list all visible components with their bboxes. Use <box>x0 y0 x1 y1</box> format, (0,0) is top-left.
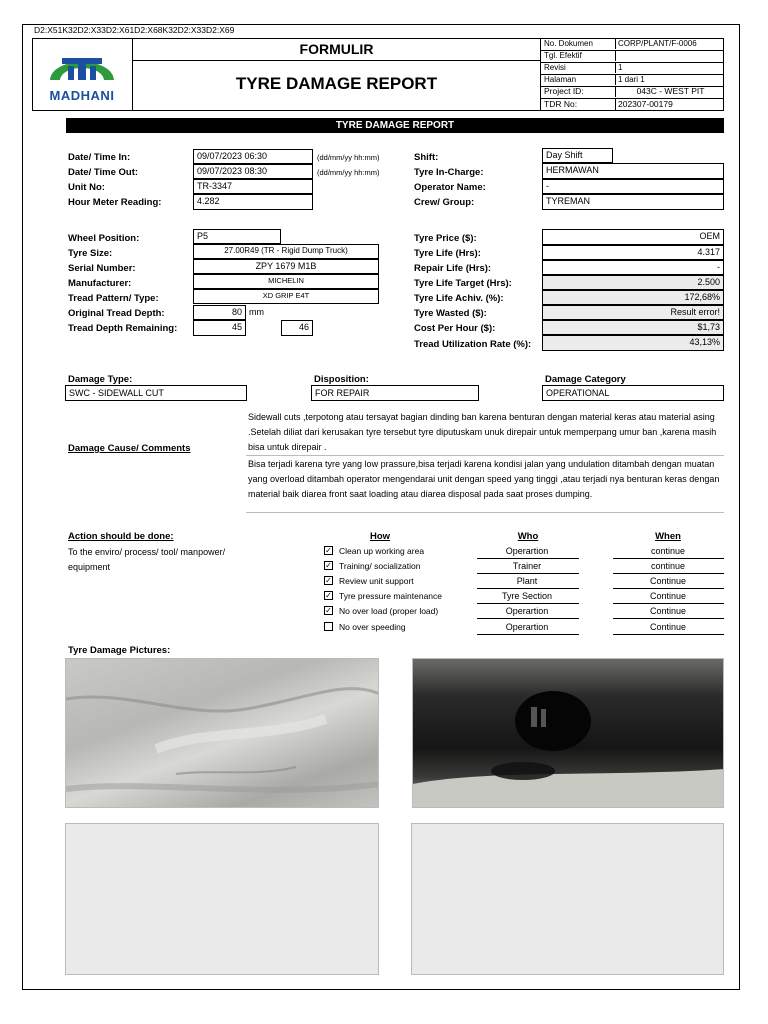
tyre-size-label: Tyre Size: <box>68 248 113 259</box>
operator-field[interactable]: - <box>542 179 724 194</box>
tread-remaining-field-1[interactable]: 45 <box>193 320 246 336</box>
original-tread-unit: mm <box>249 307 264 317</box>
repair-life-label: Repair Life (Hrs): <box>414 263 492 274</box>
unit-label: Unit No: <box>68 182 105 193</box>
meta-value: 1 <box>615 62 727 73</box>
tyre-life-label: Tyre Life (Hrs): <box>414 248 481 259</box>
unit-field[interactable]: TR-3347 <box>193 179 313 194</box>
action-how: No over speeding <box>339 622 406 632</box>
tyre-life-field[interactable]: 4.317 <box>542 245 724 260</box>
action-when: Continue <box>649 622 687 632</box>
meta-value <box>615 50 727 61</box>
action-when: continue <box>650 546 686 556</box>
damage-category-field[interactable]: OPERATIONAL <box>542 385 724 401</box>
repair-life-field[interactable]: - <box>542 260 724 275</box>
date-in-format: (dd/mm/yy hh:mm) <box>317 153 380 162</box>
tyre-price-field[interactable]: OEM <box>542 229 724 245</box>
tyre-sidewall-photo-icon <box>66 659 379 808</box>
wheel-position-label: Wheel Position: <box>68 233 140 244</box>
tread-remaining-field-2[interactable]: 46 <box>281 320 313 336</box>
life-target-label: Tyre Life Target (Hrs): <box>414 278 512 289</box>
section-banner: TYRE DAMAGE REPORT <box>66 118 724 133</box>
shift-field[interactable]: Day Shift <box>542 148 613 163</box>
crew-field[interactable]: TYREMAN <box>542 194 724 210</box>
action-who: Tyre Section <box>501 591 553 601</box>
action-when: Continue <box>649 576 687 586</box>
action-row <box>322 574 724 589</box>
tyre-wasted-label: Tyre Wasted ($): <box>414 308 487 319</box>
doc-meta-table <box>541 38 724 111</box>
damage-category-label: Damage Category <box>545 374 626 385</box>
action-checkbox[interactable] <box>324 622 333 631</box>
photo-placeholder-3[interactable] <box>65 823 379 975</box>
meta-row <box>541 98 724 111</box>
document-reference: D2:X51K32D2:X33D2:X61D2:X68K32D2:X33D2:X69 <box>34 25 235 35</box>
shift-label: Shift: <box>414 152 439 163</box>
tyre-cut-photo-icon <box>413 659 724 808</box>
life-achiv-label: Tyre Life Achiv. (%): <box>414 293 504 304</box>
tyre-size-field[interactable]: 27.00R49 (TR - Rigid Dump Truck) <box>193 244 379 259</box>
madhani-logo-icon <box>42 46 122 90</box>
meta-label: Halaman <box>544 75 577 84</box>
cost-per-hour-field: $1,73 <box>542 320 724 335</box>
how-header: How <box>369 531 391 542</box>
tyre-wasted-field: Result error! <box>542 305 724 320</box>
meta-value: 1 dari 1 <box>615 74 727 85</box>
action-row <box>322 559 724 574</box>
logo-text: MADHANI <box>49 88 115 103</box>
action-row <box>322 604 724 619</box>
action-who: Operartion <box>505 622 549 632</box>
meta-value: 202307-00179 <box>615 98 727 111</box>
action-who: Operartion <box>505 606 549 616</box>
page-title: TYRE DAMAGE REPORT <box>235 74 438 93</box>
action-checkbox[interactable]: ✓ <box>325 606 332 615</box>
form-label: FORMULIR <box>133 39 540 61</box>
action-checkbox[interactable]: ✓ <box>325 591 332 600</box>
tyre-price-label: Tyre Price ($): <box>414 233 477 244</box>
original-tread-field[interactable]: 80 <box>193 305 246 320</box>
action-how: Review unit support <box>339 576 414 586</box>
crew-label: Crew/ Group: <box>414 197 475 208</box>
tread-pattern-label: Tread Pattern/ Type: <box>68 293 159 304</box>
life-achiv-field: 172,68% <box>542 290 724 305</box>
cost-per-hour-label: Cost Per Hour ($): <box>414 323 496 334</box>
serial-number-label: Serial Number: <box>68 263 136 274</box>
action-subtitle: To the enviro/ process/ tool/ manpower/ equipment <box>68 547 226 572</box>
damage-cause-label: Damage Cause/ Comments <box>68 443 191 454</box>
action-when: Continue <box>649 591 687 601</box>
damage-type-label: Damage Type: <box>68 374 133 385</box>
meta-value: CORP/PLANT/F-0006 <box>615 38 727 49</box>
row-rule <box>613 634 724 635</box>
incharge-label: Tyre In-Charge: <box>414 167 484 178</box>
action-checkbox[interactable]: ✓ <box>325 576 332 585</box>
date-in-label: Date/ Time In: <box>68 152 131 163</box>
meta-label: No. Dokumen <box>544 39 593 48</box>
action-row <box>322 620 724 635</box>
action-checkbox[interactable]: ✓ <box>325 561 332 570</box>
hour-meter-label: Hour Meter Reading: <box>68 197 162 208</box>
action-how: Tyre pressure maintenance <box>339 591 442 601</box>
disposition-label: Disposition: <box>314 374 369 385</box>
meta-label: TDR No: <box>544 99 578 109</box>
row-rule <box>477 634 579 635</box>
date-out-label: Date/ Time Out: <box>68 167 139 178</box>
action-when: continue <box>650 561 686 571</box>
pictures-label: Tyre Damage Pictures: <box>68 645 171 656</box>
hour-meter-field[interactable]: 4.282 <box>193 194 313 210</box>
cause-divider <box>246 455 724 456</box>
life-target-field: 2.500 <box>542 275 724 290</box>
meta-label: Project ID: <box>544 86 584 96</box>
damage-photo-2[interactable] <box>412 658 724 808</box>
operator-label: Operator Name: <box>414 182 486 193</box>
serial-number-field[interactable]: ZPY 1679 M1B <box>193 259 379 274</box>
tread-pattern-field[interactable]: XD GRIP E4T <box>193 289 379 304</box>
when-header: When <box>655 531 681 542</box>
who-header: Who <box>517 531 539 542</box>
manufacturer-label: Manufacturer: <box>68 278 132 289</box>
action-who: Plant <box>516 576 538 586</box>
meta-value: 043C - WEST PIT <box>615 86 725 97</box>
tread-utilization-field: 43,13% <box>542 335 724 351</box>
tread-utilization-label: Tread Utilization Rate (%): <box>414 339 532 350</box>
wheel-position-field[interactable]: P5 <box>193 229 281 244</box>
action-title: Action should be done: <box>68 531 174 542</box>
action-when: Continue <box>649 606 687 616</box>
logo-area <box>32 38 133 111</box>
comment-divider <box>246 512 724 513</box>
damage-photo-1[interactable] <box>65 658 379 808</box>
date-out-format: (dd/mm/yy hh:mm) <box>317 168 380 177</box>
damage-type-field[interactable]: SWC - SIDEWALL CUT <box>65 385 247 401</box>
incharge-field[interactable]: HERMAWAN <box>542 163 724 179</box>
action-how: Training/ socialization <box>339 561 421 571</box>
original-tread-label: Original Tread Depth: <box>68 308 165 319</box>
meta-label: Tgl. Efektif <box>544 51 582 60</box>
action-who: Trainer <box>512 561 542 571</box>
row-rule <box>477 618 579 619</box>
action-row <box>322 544 724 559</box>
meta-label: Revisi <box>544 63 566 72</box>
action-checkbox[interactable]: ✓ <box>325 546 332 555</box>
row-rule <box>613 618 724 619</box>
damage-cause-text[interactable]: Sidewall cuts ,terpotong atau tersayat bagian dinding ban karena benturan dengan material keras atau material asing .Setelah diliat dari kerusakan tyre tersebut tyre diputuskam unuk direpair untuk memperpang umur ban ,karena masih bisa untuk direpair . <box>248 412 717 452</box>
damage-comment-text[interactable]: Bisa terjadi karena tyre yang low prassure,bisa terjadi karena kondisi jalan yang undulation ditambah dengan muatan yang overload ditambah operator mengendarai unit dengan speed yang tinggi ,atau terjadi nya benturan keras dengan material baik diarea front saat loading atau diarea disposal pada saat proses dumping. <box>248 459 720 499</box>
action-how: No over load (proper load) <box>339 606 439 616</box>
date-out-field[interactable]: 09/07/2023 08:30 <box>193 164 313 179</box>
date-in-field[interactable]: 09/07/2023 06:30 <box>193 149 313 164</box>
disposition-field[interactable]: FOR REPAIR <box>311 385 479 401</box>
manufacturer-field[interactable]: MICHELIN <box>193 274 379 289</box>
action-row <box>322 589 724 604</box>
photo-placeholder-4[interactable] <box>411 823 724 975</box>
tread-remaining-label: Tread Depth Remaining: <box>68 323 178 334</box>
action-how: Clean up working area <box>339 546 425 556</box>
action-who: Operartion <box>505 546 549 556</box>
